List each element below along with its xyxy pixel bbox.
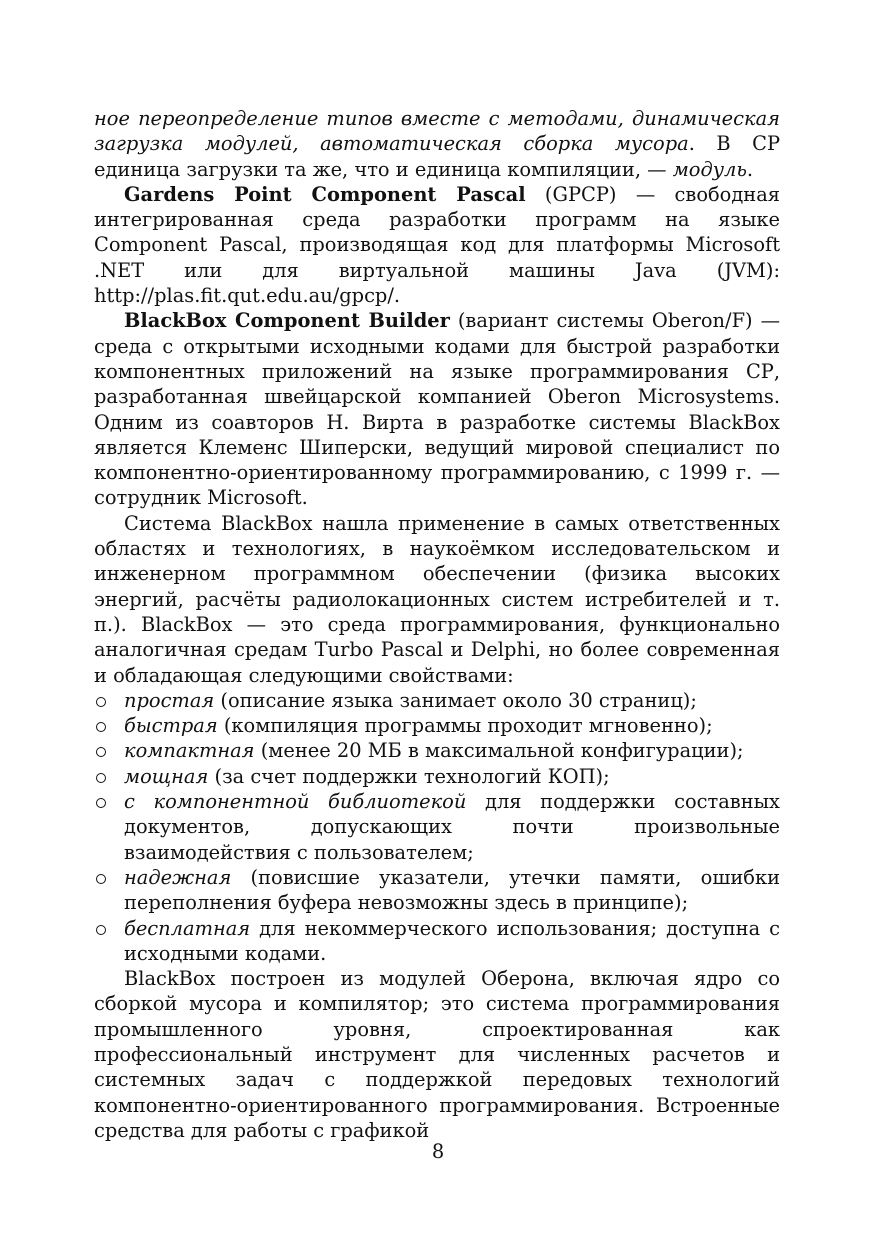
emphasis: быстрая xyxy=(124,714,218,738)
emphasis: бесплатная xyxy=(124,916,251,940)
paragraph-blackbox xyxy=(94,308,780,510)
feature-list xyxy=(94,688,780,966)
text: для некоммерческого использования; доступна с исходными кодами. xyxy=(124,916,780,965)
list-item xyxy=(94,916,780,967)
text: (повисшие указатели, утечки памяти, ошибки переполнения буфера невозможны здесь в принципе); xyxy=(124,865,780,915)
bullet-circle-icon xyxy=(96,773,106,783)
page-number: 8 xyxy=(431,1140,445,1163)
emphasis: с компонентной библиотекой xyxy=(124,790,467,814)
bullet-circle-icon xyxy=(96,697,106,707)
text: . В СР единица загрузки та же, что и единица компиляции, — xyxy=(94,132,781,181)
body-text xyxy=(94,106,780,1143)
text: . xyxy=(746,157,754,181)
text: (компиляция программы проходит мгновенно); xyxy=(217,714,713,738)
bullet-circle-icon xyxy=(96,798,106,808)
bullet-circle-icon xyxy=(96,874,106,884)
emphasis: компактная xyxy=(124,739,255,763)
paragraph-blackbox-usage: Система BlackBox нашла применение в самых ответственных областях и технологиях, в наукоёмком исследовательском и инженерном программном обеспечении (физика высоких энергий, расчёты радиолокационных систем истребителей и т. п.). BlackBox — это среда программирования, функционально аналогичная средам Turbo Pascal и Delphi, но более современная и обладающая следующими свойствами: xyxy=(94,511,780,687)
text: (за счет поддержки технологий КОП); xyxy=(208,764,610,788)
bullet-circle-icon xyxy=(96,747,106,757)
paragraph-gpcp xyxy=(94,182,780,308)
bullet-circle-icon xyxy=(96,925,106,935)
list-item xyxy=(94,688,780,713)
emphasis: модуль xyxy=(672,157,747,181)
emphasis: простая xyxy=(124,688,215,712)
list-item xyxy=(94,738,780,763)
emphasis: надежная xyxy=(124,865,232,889)
term-blackbox: BlackBox Component Builder xyxy=(124,309,450,333)
text: (описание языка занимает около 30 страниц); xyxy=(214,688,697,712)
list-item xyxy=(94,789,780,865)
list-item xyxy=(94,713,780,738)
emphasis: мощная xyxy=(124,764,209,788)
text: (вариант системы Oberon/F) — среда с открытыми исходными кодами для быстрой разработки компонентных приложений на языке программирования СР, разработанная швейцарской компанией Oberon Microsystems. Одним из соавторов Н. Вирта в разработке системы BlackBox является Клеменс Шиперски, ведущий мировой специалист по компонентно-ориентированному программированию, с 1999 г. — сотрудник Microsoft. xyxy=(94,309,780,510)
term-gpcp: Gardens Point Component Pascal xyxy=(124,182,526,206)
paragraph-blackbox-structure: BlackBox построен из модулей Оберона, включая ядро со сборкой мусора и компилятор; это система программирования промышленного уровня, спроектированная как профессиональный инструмент для численных расчетов и системных задач с поддержкой передовых технологий компонентно-ориентированного программирования. Встроенные средства для работы с графикой xyxy=(94,967,780,1142)
list-item xyxy=(94,865,780,916)
text: (менее 20 МБ в максимальной конфигурации); xyxy=(254,739,744,763)
emphasis: ное переопределение типов вместе с методами, динамическая загрузка модулей, автоматическая сборка мусора xyxy=(94,107,780,156)
bullet-circle-icon xyxy=(96,722,106,732)
list-item xyxy=(94,764,780,789)
paragraph-continuation xyxy=(94,106,780,182)
text: для поддержки составных документов, допускающих почти произвольные взаимодействия с пользователем; xyxy=(124,790,780,864)
text: (GPCP) — свободная интегрированная среда разработки программ на языке Component Pascal, производящая код для платформы Microsoft .NET или для виртуальной машины Java (JVM): http://plas.fit.qut.edu.au/gpcp/. xyxy=(94,182,781,308)
